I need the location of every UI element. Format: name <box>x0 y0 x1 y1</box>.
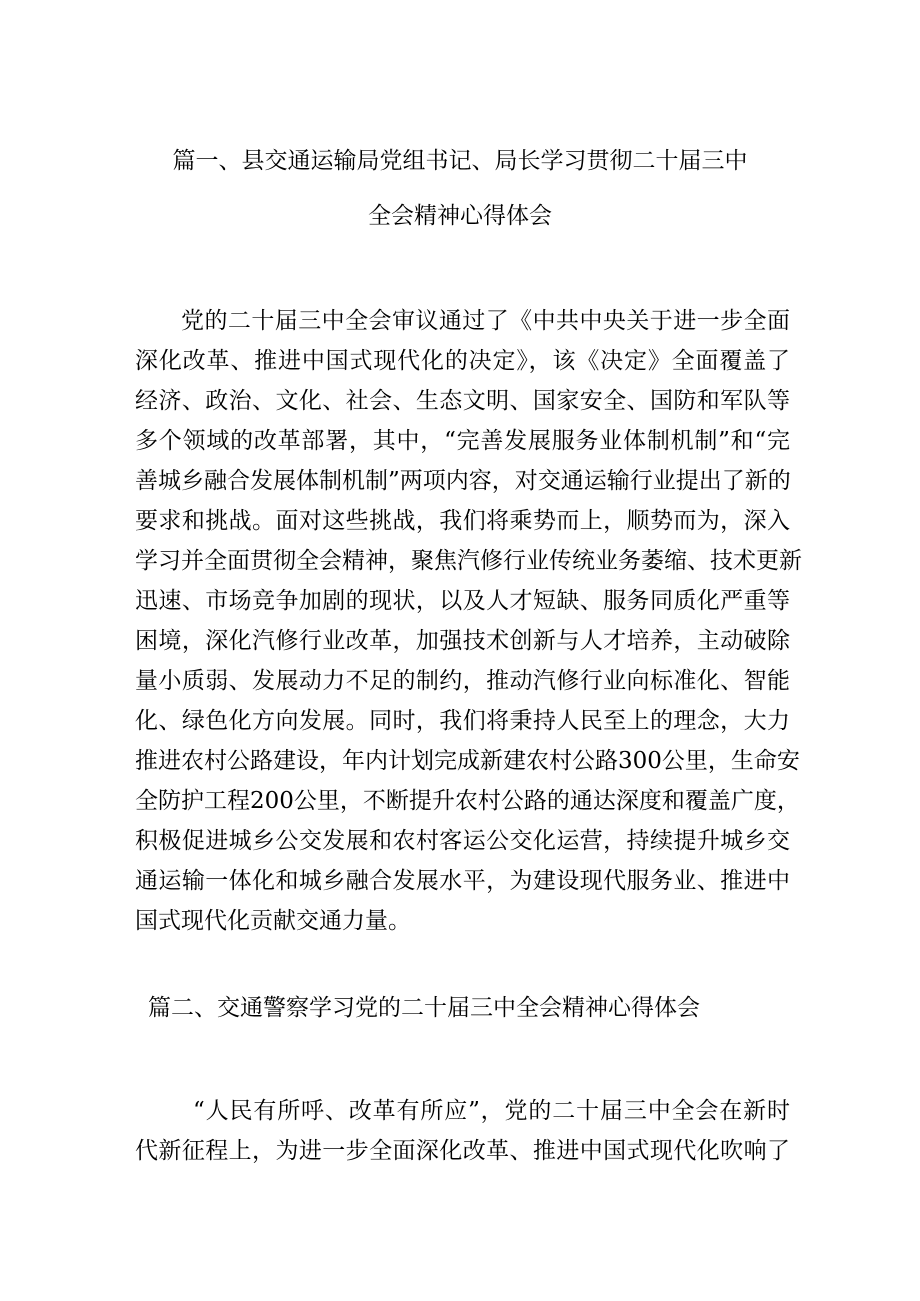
article1-line: 化、绿色化方向发展。同时，我们将秉持人民至上的理念，大力 <box>135 708 790 734</box>
article1-line: 推进农村公路建设，年内计划完成新建农村公路300公里，生命安 <box>135 748 800 774</box>
article1-line: 要求和挑战。面对这些挑战，我们将乘势而上，顺势而为，深入 <box>135 508 790 534</box>
article1-line: 善城乡融合发展体制机制”两项内容，对交通运输行业提出了新的 <box>135 468 791 494</box>
article1-title-line2: 全会精神心得体会 <box>368 203 552 229</box>
article2-line: 代新征程上，为进一步全面深化改革、推进中国式现代化吹响了 <box>135 1138 790 1164</box>
article1-line: 全防护工程200公里，不断提升农村公路的通达深度和覆盖广度， <box>135 788 800 814</box>
article2-title: 篇二、交通警察学习党的二十届三中全会精神心得体会 <box>148 995 700 1021</box>
article1-line: 通运输一体化和城乡融合发展水平，为建设现代服务业、推进中 <box>135 868 790 894</box>
article1-line: 量小质弱、发展动力不足的制约，推动汽修行业向标准化、智能 <box>135 668 790 694</box>
article1-title-line1: 篇一、县交通运输局党组书记、局长学习贯彻二十届三中 <box>172 148 748 174</box>
article1-line: 困境，深化汽修行业改革，加强技术创新与人才培养，主动破除 <box>135 628 790 654</box>
article1-line: 多个领域的改革部署，其中，“完善发展服务业体制机制”和“完 <box>135 428 790 454</box>
article1-line: 学习并全面贯彻全会精神，聚焦汽修行业传统业务萎缩、技术更新 <box>135 548 802 574</box>
article2-line: “人民有所呼、改革有所应”，党的二十届三中全会在新时 <box>193 1098 790 1124</box>
article1-line: 迅速、市场竞争加剧的现状，以及人才短缺、服务同质化严重等 <box>135 588 790 614</box>
article1-line: 深化改革、推进中国式现代化的决定》，该《决定》全面覆盖了 <box>135 348 790 374</box>
article1-line: 国式现代化贡献交通力量。 <box>135 908 411 934</box>
article1-line: 经济、政治、文化、社会、生态文明、国家安全、国防和军队等 <box>135 388 790 414</box>
article1-line: 党的二十届三中全会审议通过了《中共中央关于进一步全面 <box>181 308 790 334</box>
article1-line: 积极促进城乡公交发展和农村客运公交化运营，持续提升城乡交 <box>135 828 790 854</box>
